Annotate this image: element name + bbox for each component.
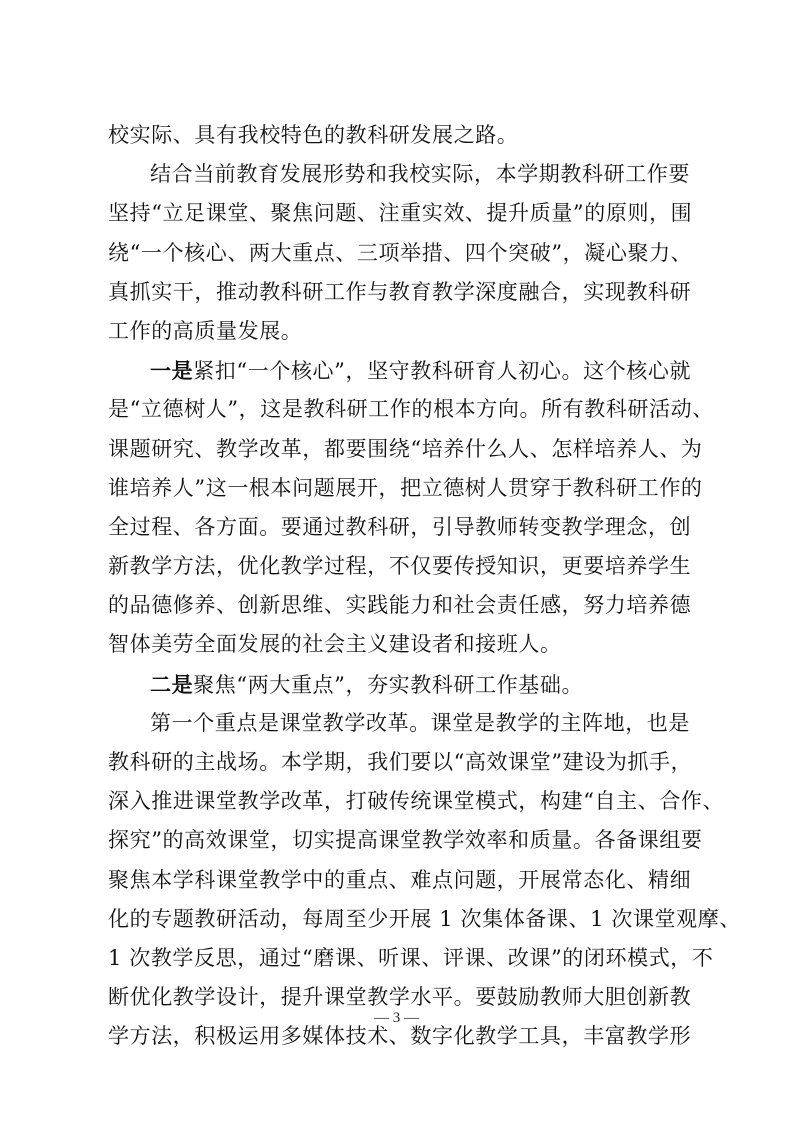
line-text: 第一个重点是课堂教学改革。课堂是教学的主阵地，也是 bbox=[150, 710, 690, 735]
text-line bbox=[108, 430, 703, 469]
text-line bbox=[108, 625, 688, 664]
text-line bbox=[108, 312, 688, 351]
line-text: 结合当前教育发展形势和我校实际，本学期教科研工作要 bbox=[150, 162, 690, 187]
text-line bbox=[108, 469, 703, 508]
line-text: 全过程、各方面。要通过教科研，引导教师转变教学理念，创 bbox=[108, 514, 692, 539]
line-text: 课题研究、教学改革，都要围绕“培养什么人、怎样培养人、为 bbox=[108, 436, 703, 461]
line-text: 断优化教学设计，提升课堂教学水平。要鼓励教师大胆创新教 bbox=[108, 985, 692, 1010]
text-line bbox=[108, 194, 693, 233]
line-text: 学方法，积极运用多媒体技术、数字化教学工具，丰富教学形 bbox=[108, 1024, 692, 1049]
text-line bbox=[108, 390, 714, 429]
line-text: 真抓实干，推动教科研工作与教育教学深度融合，实现教科研 bbox=[108, 279, 692, 304]
line-text: 是“立德树人”，这是教科研工作的根本方向。所有教科研活动、 bbox=[108, 397, 714, 422]
text-line bbox=[108, 665, 688, 704]
line-text: 聚焦“两大重点”，夯实教科研工作基础。 bbox=[193, 672, 584, 697]
text-line bbox=[108, 743, 693, 782]
line-text: 绕“一个核心、两大重点、三项举措、四个突破”，凝心聚力、 bbox=[108, 240, 693, 265]
text-line bbox=[108, 900, 741, 939]
text-line bbox=[108, 116, 688, 155]
line-text: 的品德修养、创新思维、实践能力和社会责任感，努力培养德 bbox=[108, 593, 692, 618]
line-text: 聚焦本学科课堂教学中的重点、难点问题，开展常态化、精细 bbox=[108, 867, 692, 892]
line-text: 教科研的主战场。本学期，我们要以“高效课堂”建设为抓手， bbox=[108, 750, 693, 774]
text-line bbox=[108, 155, 688, 194]
page-number: — 3 — bbox=[374, 1010, 419, 1026]
text-line bbox=[108, 821, 703, 860]
text-line bbox=[108, 351, 692, 390]
text-line bbox=[108, 586, 692, 625]
text-line bbox=[108, 273, 692, 312]
line-text: 1 次教学反思，通过“磨课、听课、评课、改课”的闭环模式，不 bbox=[108, 945, 714, 970]
body-text bbox=[108, 116, 741, 1057]
line-text: 坚持“立足课堂、聚焦问题、注重实效、提升质量”的原则，围 bbox=[108, 201, 693, 226]
line-text: 谁培养人”这一根本问题展开，把立德树人贯穿于教科研工作的 bbox=[108, 475, 703, 500]
line-text: 探究”的高效课堂，切实提高课堂教学效率和质量。各备课组要 bbox=[108, 828, 703, 853]
line-text: 智体美劳全面发展的社会主义建设者和接班人。 bbox=[108, 632, 562, 657]
line-text: 工作的高质量发展。 bbox=[108, 318, 303, 343]
text-line bbox=[108, 939, 714, 978]
paragraph-lead: 二是 bbox=[150, 671, 194, 697]
text-line bbox=[108, 547, 692, 586]
text-line bbox=[108, 234, 693, 273]
text-line bbox=[108, 861, 692, 900]
paragraph-lead: 一是 bbox=[150, 358, 194, 384]
text-line bbox=[108, 508, 692, 547]
text-line bbox=[108, 704, 688, 743]
line-text: 化的专题教研活动，每周至少开展 1 次集体备课、1 次课堂观摩、 bbox=[108, 906, 741, 931]
line-text: 深入推进课堂教学改革，打破传统课堂模式，构建“自主、合作、 bbox=[108, 789, 725, 814]
line-text: 新教学方法，优化教学过程，不仅要传授知识，更要培养学生 bbox=[108, 554, 692, 579]
line-text: 紧扣“一个核心”，坚守教科研育人初心。这个核心就 bbox=[193, 359, 692, 384]
text-line bbox=[108, 782, 725, 821]
line-text: 校实际、具有我校特色的教科研发展之路。 bbox=[108, 123, 519, 147]
